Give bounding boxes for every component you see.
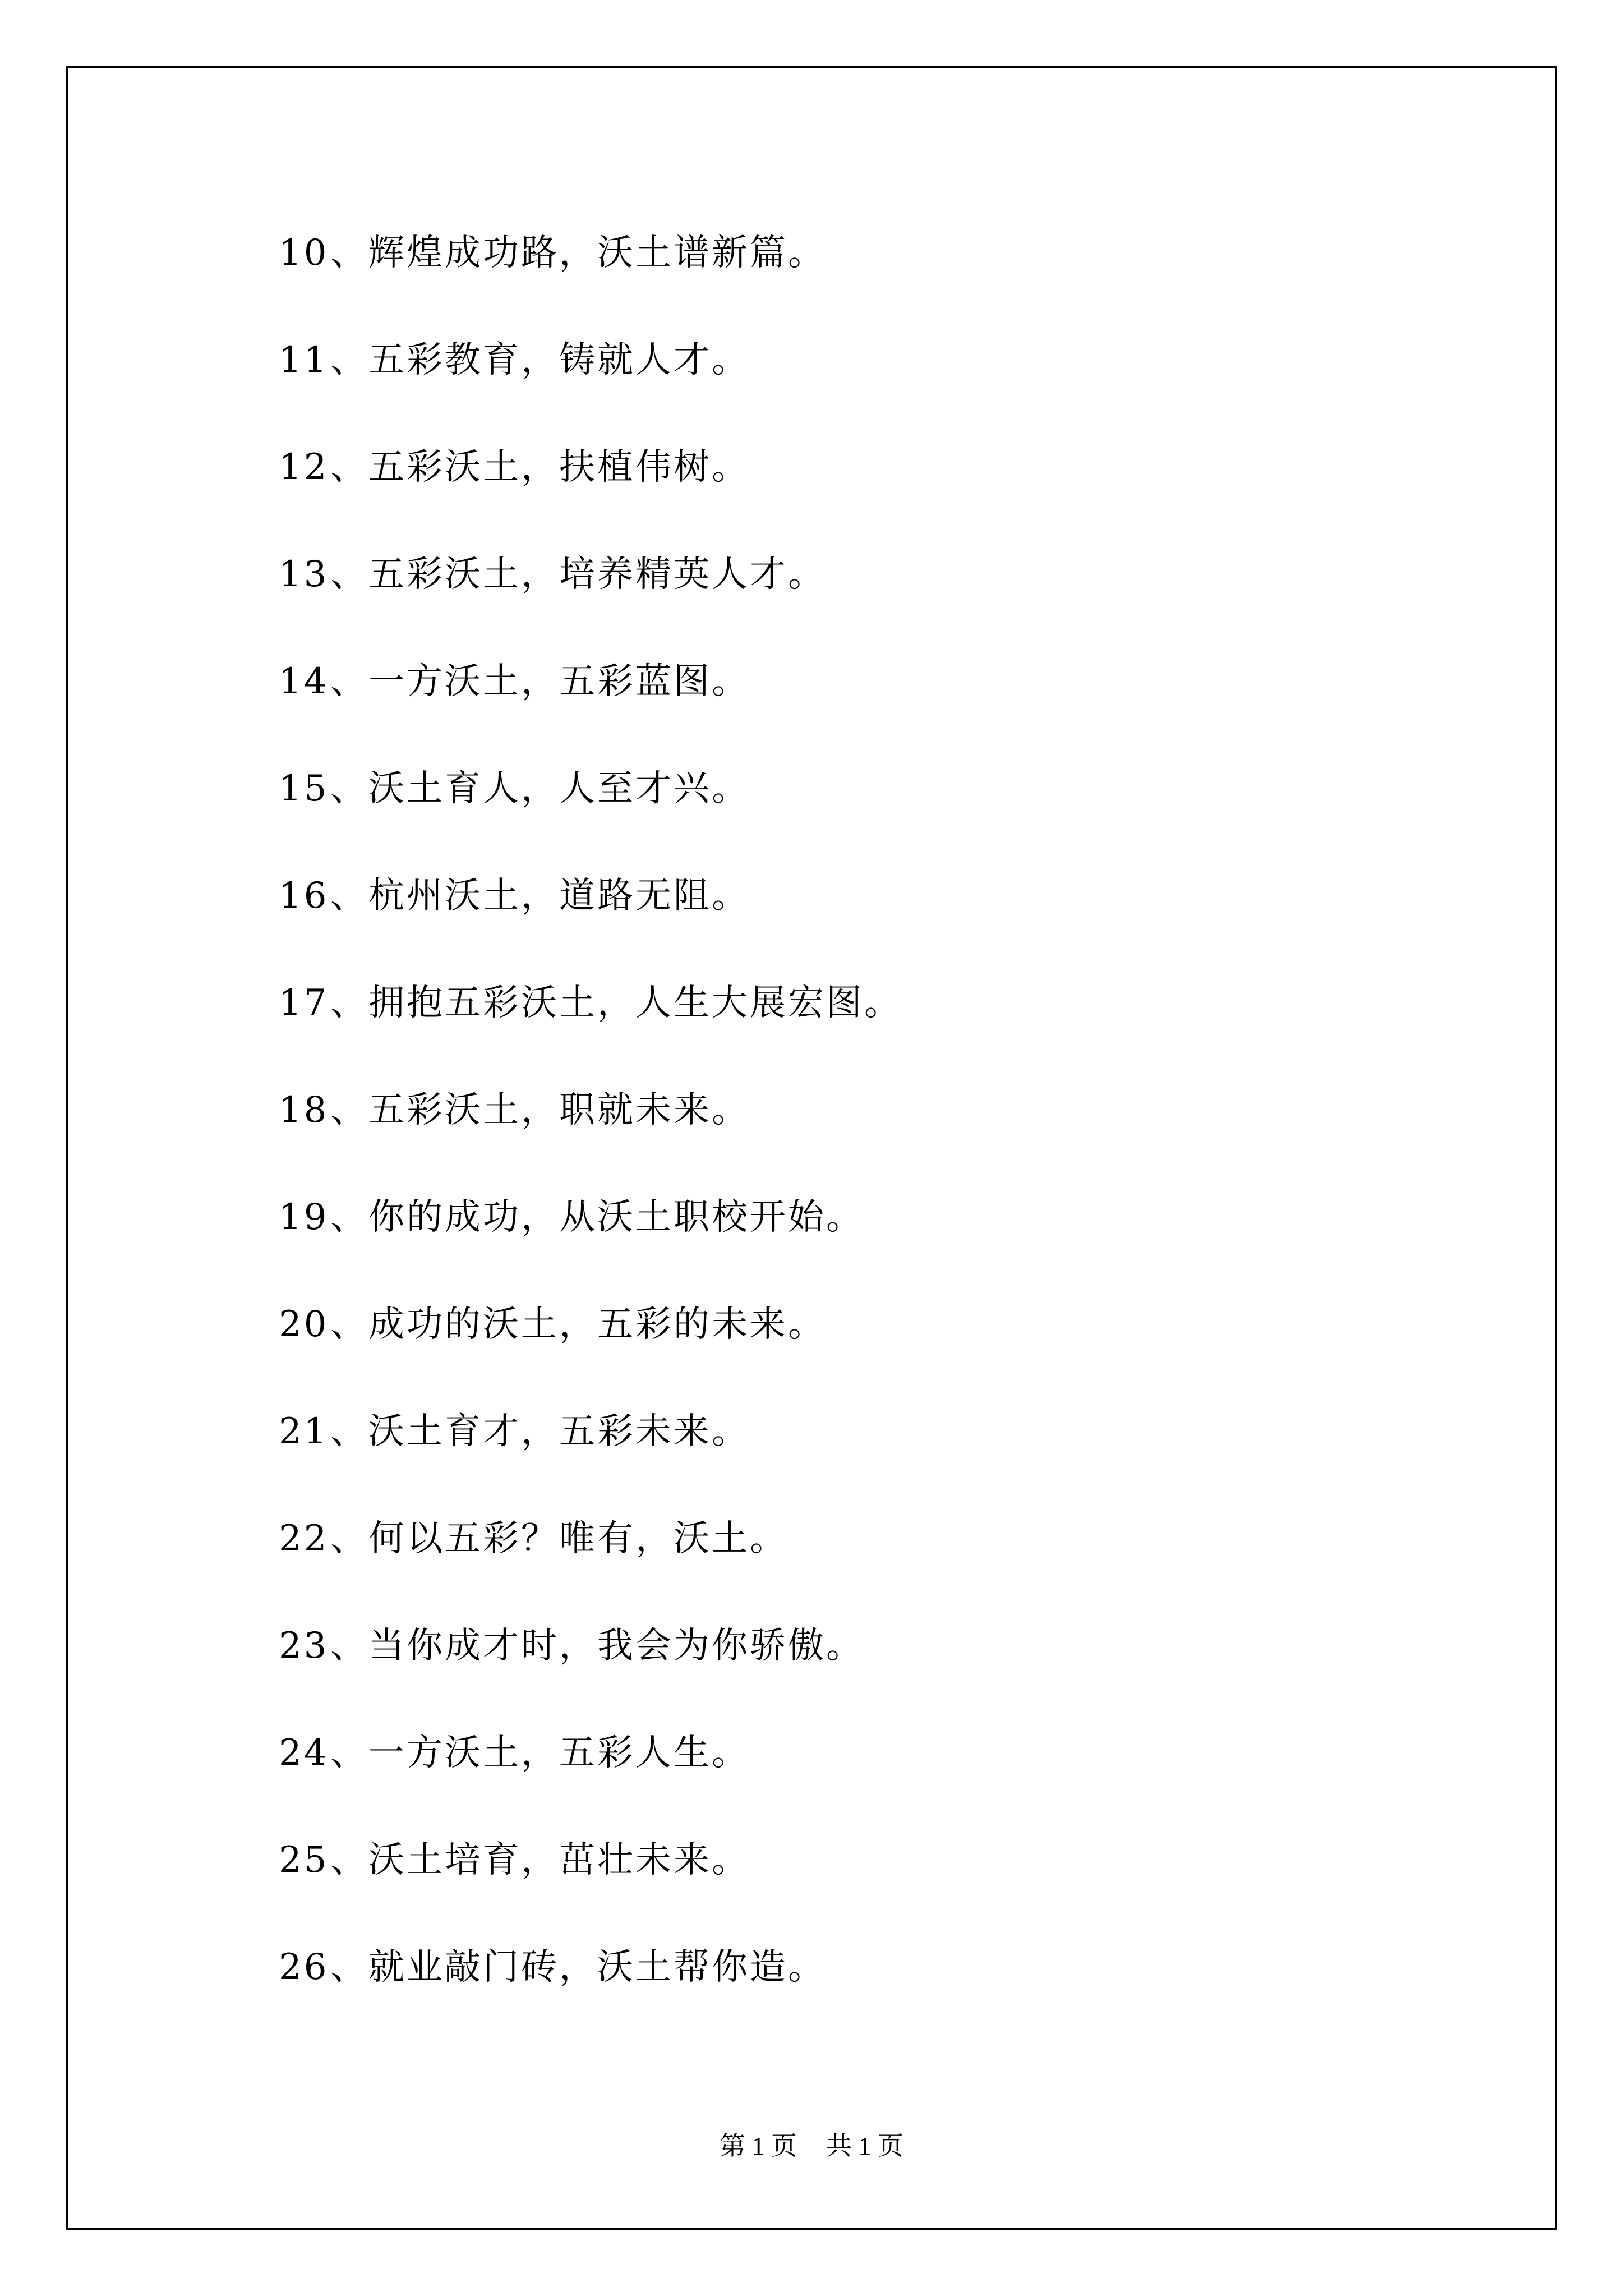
item-number: 25 [279, 1839, 329, 1881]
item-number: 16 [279, 875, 329, 917]
list-item [279, 329, 1456, 436]
item-number: 24 [279, 1732, 329, 1774]
list-item [279, 1400, 1456, 1507]
item-text: 、沃土育人，人至才兴。 [330, 768, 750, 809]
page-footer [0, 2129, 1623, 2163]
list-item [279, 1614, 1456, 1722]
list-item [279, 1829, 1456, 1936]
item-text: 、沃土育才，五彩未来。 [330, 1411, 750, 1452]
item-text: 、辉煌成功路，沃土谱新篇。 [330, 232, 826, 274]
item-text: 、拥抱五彩沃土，人生大展宏图。 [330, 982, 902, 1024]
item-text: 、五彩教育，铸就人才。 [330, 339, 750, 381]
item-number: 22 [279, 1518, 329, 1559]
list-item [279, 1293, 1456, 1400]
page-number-current: 第 1 页 [720, 2132, 797, 2160]
list-item [279, 222, 1456, 329]
item-text: 、五彩沃土，职就未来。 [330, 1089, 750, 1131]
item-text: 、何以五彩？唯有，沃土。 [330, 1518, 788, 1559]
item-text: 、沃土培育，茁壮未来。 [330, 1839, 750, 1881]
item-text: 、一方沃土，五彩蓝图。 [330, 661, 750, 702]
list-item [279, 972, 1456, 1079]
list-item [279, 436, 1456, 543]
item-number: 14 [279, 661, 329, 702]
list-item [279, 543, 1456, 650]
list-item [279, 864, 1456, 972]
item-number: 12 [279, 447, 329, 488]
item-text: 、成功的沃土，五彩的未来。 [330, 1304, 826, 1345]
item-number: 10 [279, 232, 329, 274]
page-number-total: 共 1 页 [826, 2132, 903, 2160]
item-number: 18 [279, 1089, 329, 1131]
item-number: 26 [279, 1947, 329, 1988]
list-item [279, 650, 1456, 757]
item-text: 、你的成功，从沃土职校开始。 [330, 1197, 864, 1238]
item-number: 23 [279, 1625, 329, 1667]
item-text: 、杭州沃土，道路无阻。 [330, 875, 750, 917]
list-item [279, 1507, 1456, 1614]
list-item [279, 1936, 1456, 2043]
slogan-list [279, 222, 1456, 2043]
list-item [279, 1722, 1456, 1829]
item-text: 、五彩沃土，培养精英人才。 [330, 554, 826, 595]
item-text: 、五彩沃土，扶植伟树。 [330, 447, 750, 488]
item-number: 15 [279, 768, 329, 809]
item-number: 11 [279, 339, 329, 381]
item-text: 、就业敲门砖，沃土帮你造。 [330, 1947, 826, 1988]
item-number: 21 [279, 1411, 329, 1452]
item-text: 、一方沃土，五彩人生。 [330, 1732, 750, 1774]
item-number: 19 [279, 1197, 329, 1238]
item-number: 20 [279, 1304, 329, 1345]
item-number: 13 [279, 554, 329, 595]
list-item [279, 757, 1456, 864]
list-item [279, 1079, 1456, 1186]
list-item [279, 1186, 1456, 1293]
item-text: 、当你成才时，我会为你骄傲。 [330, 1625, 864, 1667]
item-number: 17 [279, 982, 329, 1024]
